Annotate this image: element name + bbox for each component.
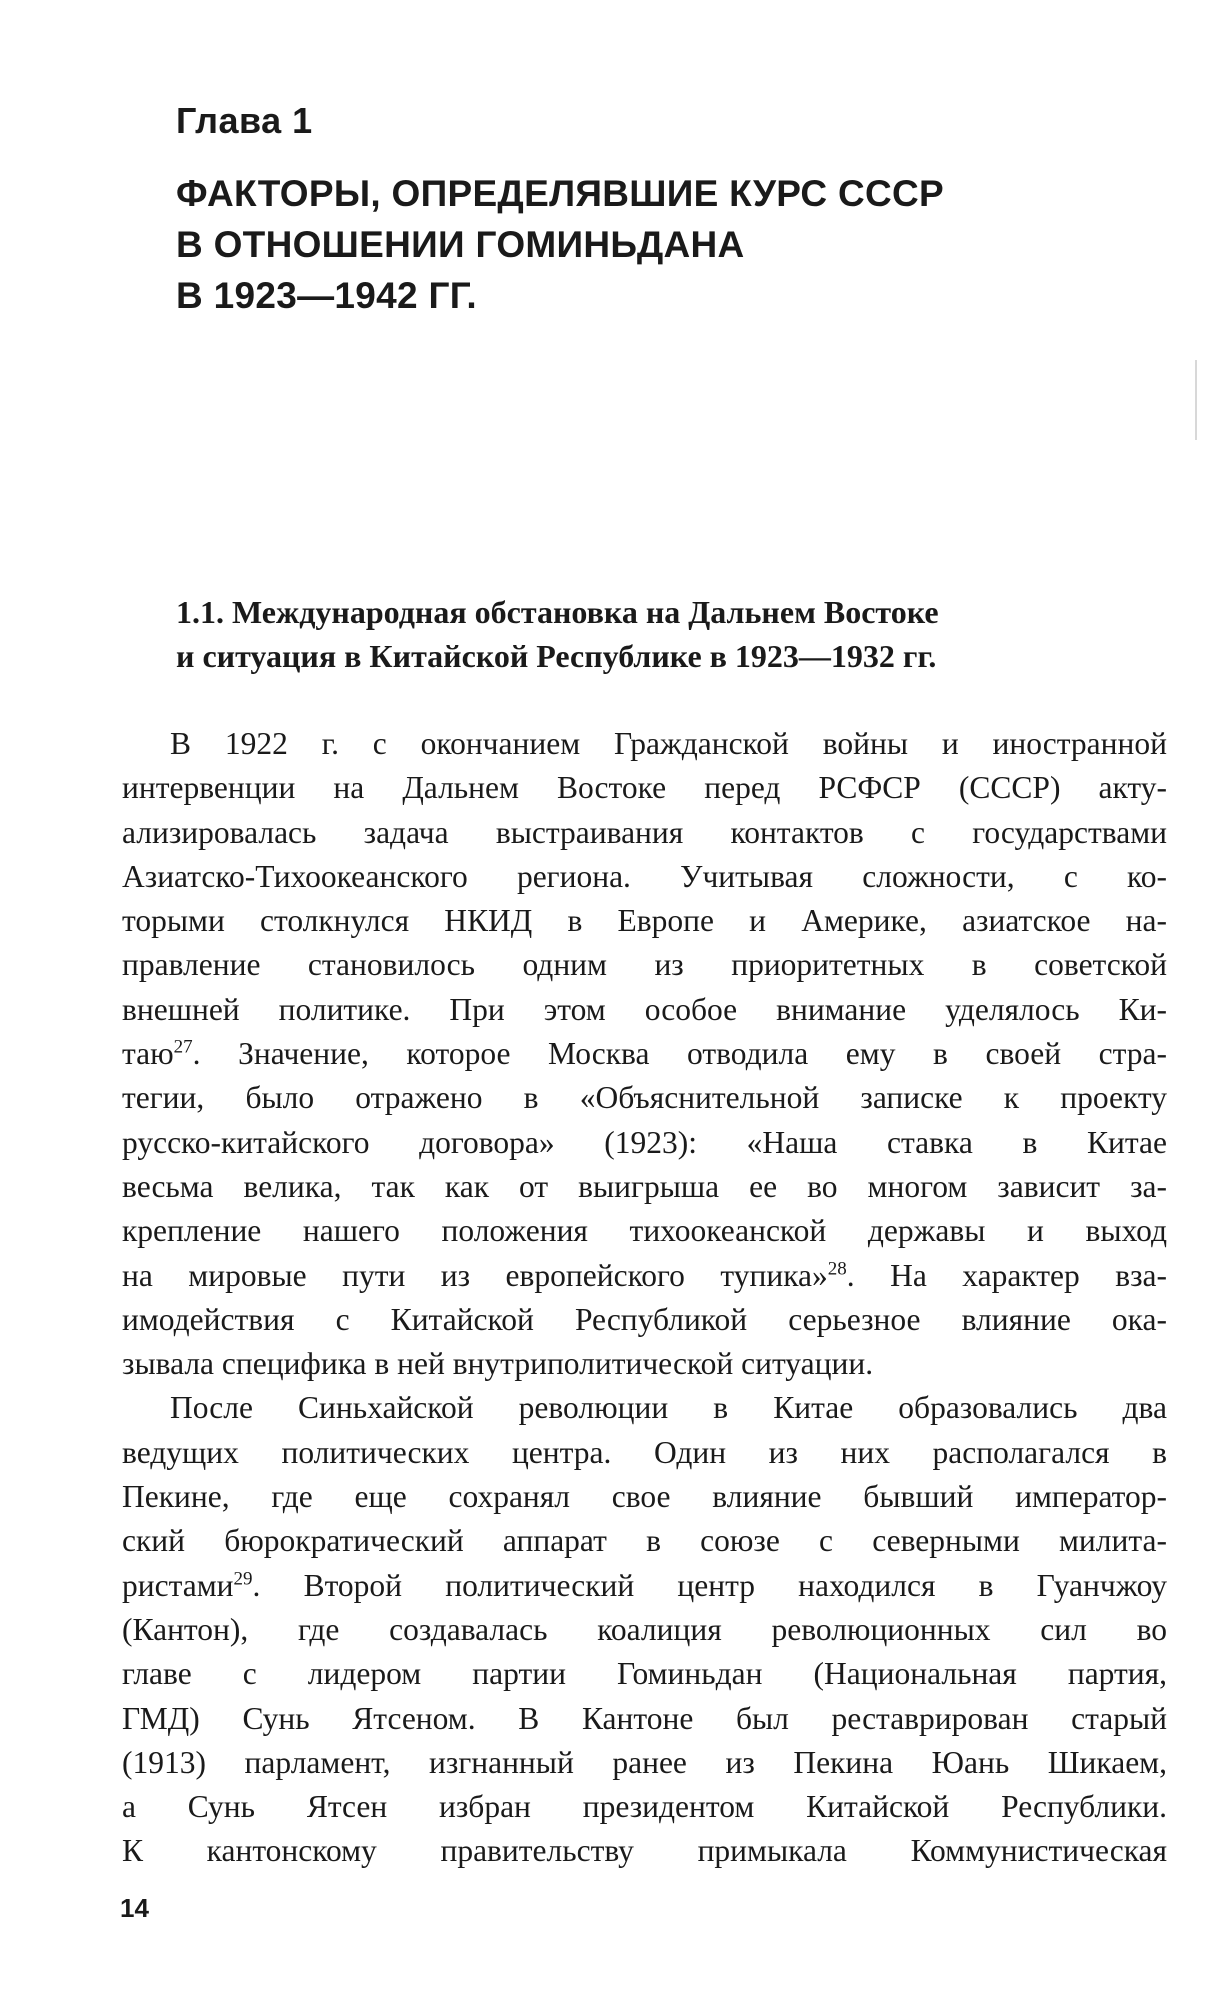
text-line: зывала специфика в ней внутриполитической ситуации.	[122, 1346, 874, 1382]
text-line: внешней политике. При этом особое внимание уделялось Ки-	[122, 991, 1167, 1027]
text-line: К кантонскому правительству примыкала Коммунистическая	[122, 1833, 1167, 1869]
footnote-ref-29[interactable]: 29	[233, 1568, 253, 1590]
text-line: ский бюрократический аппарат в союзе с северными милита-	[122, 1523, 1167, 1559]
text-fragment: . Значение, которое Москва отводила ему в своей стра-	[192, 1036, 1167, 1072]
text-line: ведущих политических центра. Один из них располагался в	[122, 1434, 1167, 1470]
text-line: Пекине, где еще сохранял свое влияние бывший император-	[122, 1479, 1167, 1515]
text-line	[122, 1032, 1167, 1076]
text-line: После Синьхайской революции в Китае образовались два	[170, 1390, 1167, 1426]
scan-artifact	[1195, 360, 1197, 440]
text-line: В 1922 г. с окончанием Гражданской войны и иностранной	[170, 726, 1167, 761]
section-heading-line: 1.1. Международная обстановка на Дальнем Востоке	[176, 594, 939, 630]
text-fragment: . На характер вза-	[846, 1257, 1167, 1293]
text-line: имодействия с Китайской Республикой серьезное влияние ока-	[122, 1301, 1167, 1337]
text-line: главе с лидером партии Гоминьдан (Национальная партия,	[122, 1656, 1167, 1692]
text-line: (1913) парламент, изгнанный ранее из Пекина Юань Шикаем,	[122, 1744, 1167, 1780]
text-line: русско-китайского договора» (1923): «Наша ставка в Китае	[122, 1124, 1167, 1160]
text-line: тегии, было отражено в «Объяснительной записке к проекту	[122, 1080, 1167, 1116]
chapter-title	[176, 168, 1076, 321]
footnote-ref-27[interactable]: 27	[173, 1036, 193, 1058]
text-line: (Кантон), где создавалась коалиция революционных сил во	[122, 1611, 1167, 1647]
chapter-title-line: В ОТНОШЕНИИ ГОМИНЬДАНА	[176, 224, 745, 265]
chapter-title-line: В 1923—1942 ГГ.	[176, 275, 478, 316]
body-text	[122, 722, 1167, 1874]
text-line: весьма велика, так как от выигрыша ее во многом зависит за-	[122, 1168, 1167, 1204]
text-line: ГМД) Сунь Ятсеном. В Кантоне был реставрирован старый	[122, 1700, 1167, 1736]
text-fragment: . Второй политический центр находился в Гуанчжоу	[252, 1567, 1167, 1603]
text-line: Азиатско-Тихоокеанского региона. Учитывая сложности, с ко-	[122, 858, 1167, 894]
text-line: правление становилось одним из приоритетных в советской	[122, 947, 1167, 983]
text-line: торыми столкнулся НКИД в Европе и Америке, азиатское на-	[122, 903, 1167, 939]
text-line: крепление нашего положения тихоокеанской державы и выход	[122, 1213, 1167, 1249]
text-fragment: ристами	[122, 1567, 234, 1603]
text-line	[122, 1564, 1167, 1608]
section-heading	[176, 590, 1176, 678]
text-fragment: на мировые пути из европейского тупика»	[122, 1257, 828, 1293]
page-number: 14	[120, 1893, 149, 1923]
footnote-ref-28[interactable]: 28	[827, 1258, 847, 1280]
text-line: а Сунь Ятсен избран президентом Китайской Республики.	[122, 1789, 1167, 1825]
chapter-label: Глава 1	[176, 100, 313, 141]
text-line: интервенции на Дальнем Востоке перед РСФСР (СССР) акту-	[122, 770, 1167, 806]
text-line	[122, 1254, 1167, 1298]
chapter-title-line: ФАКТОРЫ, ОПРЕДЕЛЯВШИЕ КУРС СССР	[176, 173, 944, 214]
text-fragment: таю	[122, 1036, 174, 1072]
text-line: ализировалась задача выстраивания контактов с государствами	[122, 814, 1167, 850]
section-heading-line: и ситуация в Китайской Республике в 1923—1932 гг.	[176, 638, 937, 674]
